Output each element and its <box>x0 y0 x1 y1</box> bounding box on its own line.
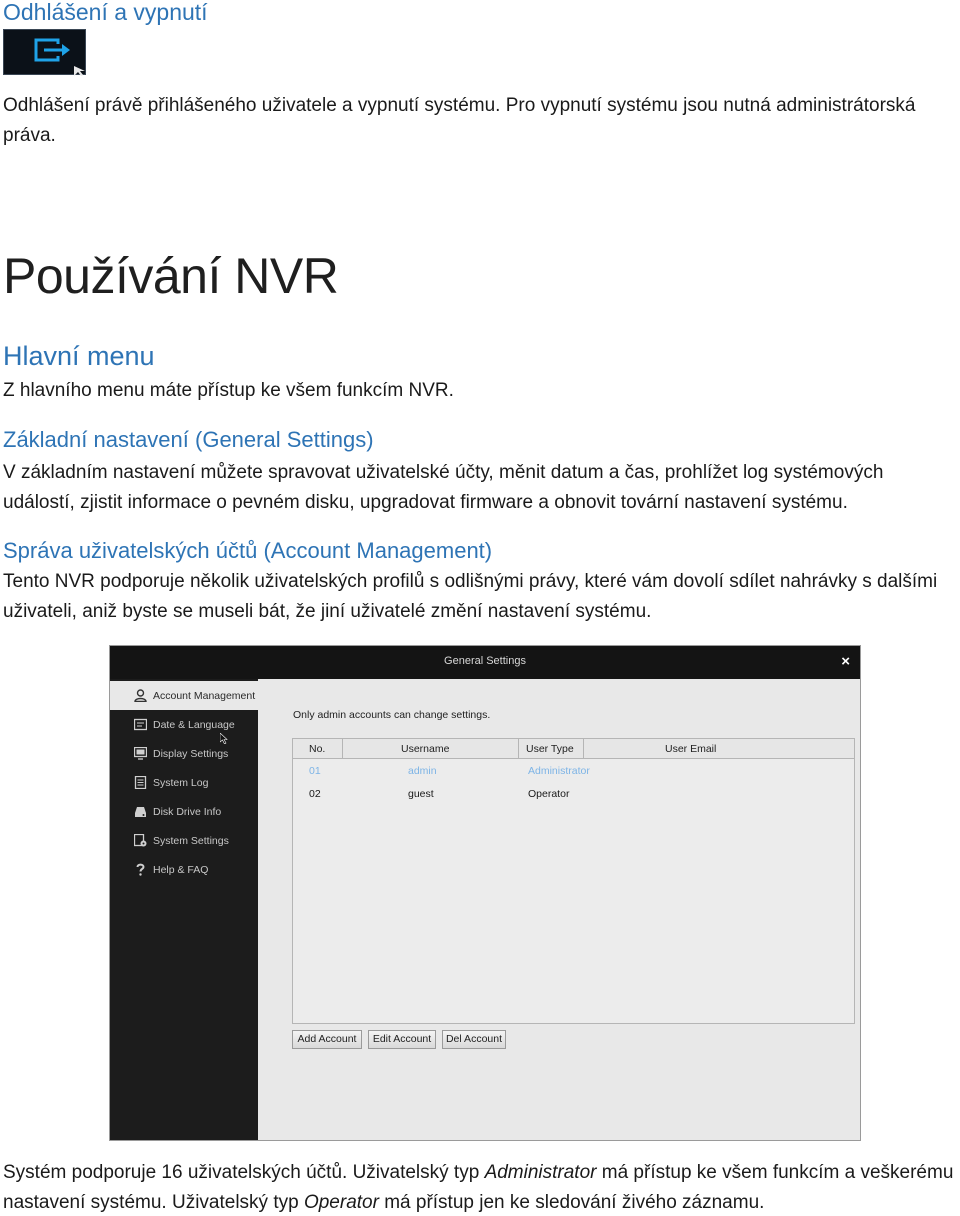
sidebar-item-label: Disk Drive Info <box>153 806 222 818</box>
main-menu-paragraph: Z hlavního menu máte přístup ke všem funkcím NVR. <box>3 380 454 401</box>
account-types-text: má přístup jen ke sledování živého záznamu. <box>378 1192 765 1213</box>
logout-heading: Odhlášení a vypnutí <box>3 0 208 25</box>
dialog-title: General Settings <box>444 655 526 667</box>
sidebar-item-label: Date & Language <box>153 719 235 731</box>
column-header: User Type <box>526 743 574 755</box>
sidebar-item-label: System Settings <box>153 835 229 847</box>
general-settings-paragraph: V základním nastavení můžete spravovat uživatelské účty, měnit datum a čas, prohlížet log systémových událostí, zjistit informace o pevném disku, upgradovat firmware a obnovit tovární nastavení systému. <box>3 462 884 513</box>
sidebar-item-date-language[interactable] <box>110 710 258 739</box>
column-header: Username <box>401 743 450 755</box>
column-divider <box>342 739 343 759</box>
clock-icon <box>134 718 147 731</box>
main-menu-heading: Hlavní menu <box>3 341 155 371</box>
cell-no: 01 <box>309 765 321 777</box>
account-types-text: má přístup ke všem funkcím a veškerému nastavení systému. Uživatelský typ <box>3 1162 954 1213</box>
page-title: Používání NVR <box>3 248 339 304</box>
user-icon <box>134 689 147 702</box>
disk-icon <box>134 805 147 818</box>
column-divider <box>518 739 519 759</box>
sidebar-item-label: Account Management <box>153 690 256 702</box>
accounts-table <box>292 738 855 1024</box>
general-settings-heading: Základní nastavení (General Settings) <box>3 427 374 452</box>
sidebar-item-display-settings[interactable] <box>110 739 258 768</box>
account-types-text: Systém podporuje 16 uživatelských účtů. Uživatelský typ <box>3 1162 485 1183</box>
cell-user-type: Operator <box>528 788 570 800</box>
del-account-button[interactable]: Del Account <box>442 1030 506 1049</box>
logout-paragraph: Odhlášení právě přihlášeného uživatele a vypnutí systému. Pro vypnutí systému jsou nutná administrátorská práva. <box>3 95 916 146</box>
column-divider <box>583 739 584 759</box>
sidebar-item-help-faq[interactable] <box>110 855 258 884</box>
document-icon <box>134 776 147 789</box>
sidebar-item-system-settings[interactable] <box>110 826 258 855</box>
sidebar-item-label: System Log <box>153 777 209 789</box>
settings-sidebar <box>110 679 258 1141</box>
column-header: User Email <box>665 743 717 755</box>
account-management-panel <box>258 679 861 1141</box>
cursor-icon <box>220 731 228 749</box>
administrator-term: Administrator <box>484 1162 597 1183</box>
cell-user-type: Administrator <box>528 765 590 777</box>
cell-username: admin <box>408 765 437 777</box>
table-header <box>293 739 854 759</box>
sidebar-item-system-log[interactable] <box>110 768 258 797</box>
dialog-titlebar <box>110 646 860 679</box>
table-row[interactable] <box>293 761 854 783</box>
operator-term: Operator <box>303 1192 379 1213</box>
admin-note: Only admin accounts can change settings. <box>293 709 491 721</box>
table-row[interactable] <box>293 784 854 806</box>
close-icon[interactable]: × <box>841 653 850 670</box>
cell-username: guest <box>408 788 434 800</box>
settings-icon <box>134 834 147 847</box>
sidebar-item-label: Display Settings <box>153 748 229 760</box>
add-account-button[interactable]: Add Account <box>292 1030 362 1049</box>
sidebar-item-account-management[interactable] <box>110 681 258 710</box>
edit-account-button[interactable]: Edit Account <box>368 1030 436 1049</box>
account-management-paragraph: Tento NVR podporuje několik uživatelských profilů s odlišnými právy, které vám dovolí sdílet nahrávky s dalšími uživateli, aniž byste se museli bát, že jiní uživatelé změní nastavení systému. <box>3 571 938 622</box>
cell-no: 02 <box>309 788 321 800</box>
account-types-paragraph <box>3 1158 956 1216</box>
sidebar-item-disk-drive-info[interactable] <box>110 797 258 826</box>
column-header: No. <box>309 743 326 755</box>
general-settings-dialog <box>109 645 861 1141</box>
sidebar-item-label: Help & FAQ <box>153 864 209 876</box>
help-icon <box>134 863 147 876</box>
account-management-heading: Správa uživatelských účtů (Account Management) <box>3 538 493 563</box>
monitor-icon <box>134 747 147 760</box>
logout-icon <box>3 29 86 75</box>
